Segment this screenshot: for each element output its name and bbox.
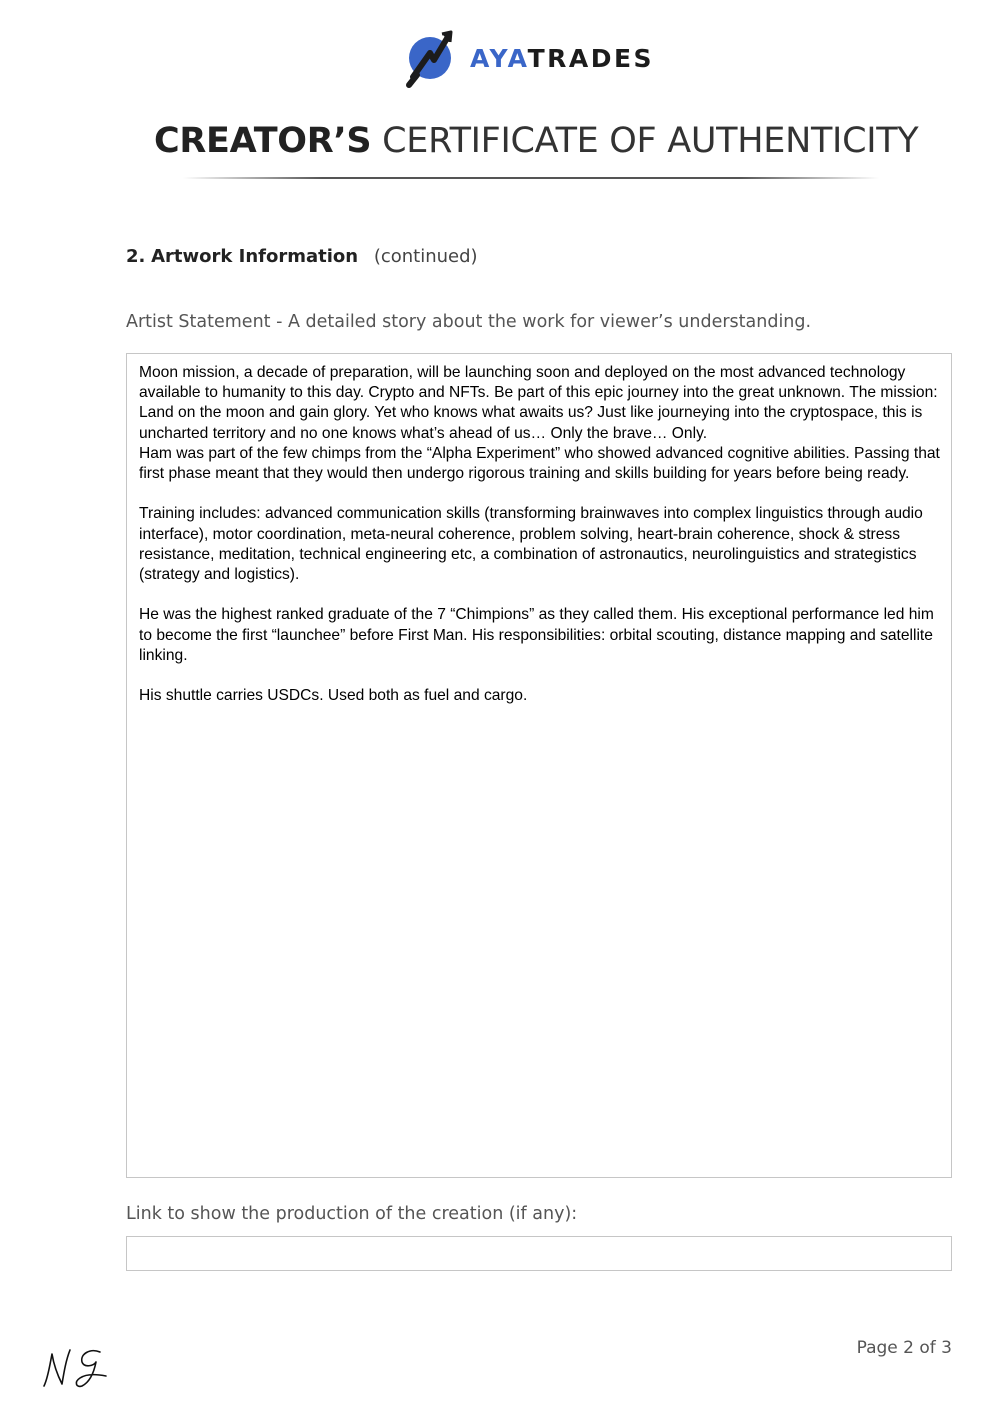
brand-name-part1: AYA [470,43,528,73]
section-number: 2. [126,246,146,267]
brand-name-part2: TRADES [527,43,655,73]
section-continued: (continued) [373,246,478,267]
section-heading [126,245,478,269]
handwritten-signature-icon [40,1344,112,1390]
brand-logo [404,24,674,92]
section-name: Artwork Information [151,246,359,267]
ayatrades-logo-icon [404,25,458,91]
paragraph-gap [139,585,941,605]
statement-paragraph: His shuttle carries USDCs. Used both as fuel and cargo. [139,687,528,705]
certificate-title [0,120,1000,162]
title-divider [183,177,879,179]
paragraph-gap [139,666,941,686]
statement-paragraph: Ham was part of the few chimps from the “Alpha Experiment” who showed advanced cognitive abilities. Passing that first phase meant that they would then undergo rigorous training and skills building for years before being ready. [139,444,940,483]
production-link-label: Link to show the production of the creation (if any): [126,1204,578,1224]
certificate-title-bold: CREATOR’S [154,121,372,161]
artist-statement-box[interactable] [126,353,952,1178]
certificate-title-light: CERTIFICATE OF AUTHENTICITY [382,121,919,161]
paragraph-gap [139,484,941,504]
statement-paragraph: He was the highest ranked graduate of the 7 “Chimpions” as they called them. His exceptional performance led him to become the first “launchee” before First Man. His responsibilities: orbital scouting, distance mapping and satellite linking. [139,606,934,664]
production-link-input[interactable] [126,1236,952,1271]
artist-statement-label: Artist Statement - A detailed story about the work for viewer’s understanding. [126,312,812,332]
statement-paragraph: Moon mission, a decade of preparation, will be launching soon and deployed on the most advanced technology available to humanity to this day. Crypto and NFTs. Be part of this epic journey into the great unknown. The mission: Land on the moon and gain glory. Yet who knows what awaits us? Just like journeying into the cryptospace, this is uncharted territory and no one knows what’s ahead of us… Only the brave… Only. [139,364,938,442]
statement-paragraph: Training includes: advanced communication skills (transforming brainwaves into complex linguistics through audio interface), motor coordination, meta-neural coherence, problem solving, heart-brain coherence, shock & stress resistance, meditation, technical engineering etc, a combination of astronautics, neurolinguistics and strategistics (strategy and logistics). [139,505,923,584]
page-number: Page 2 of 3 [856,1338,952,1358]
brand-name [470,43,655,73]
